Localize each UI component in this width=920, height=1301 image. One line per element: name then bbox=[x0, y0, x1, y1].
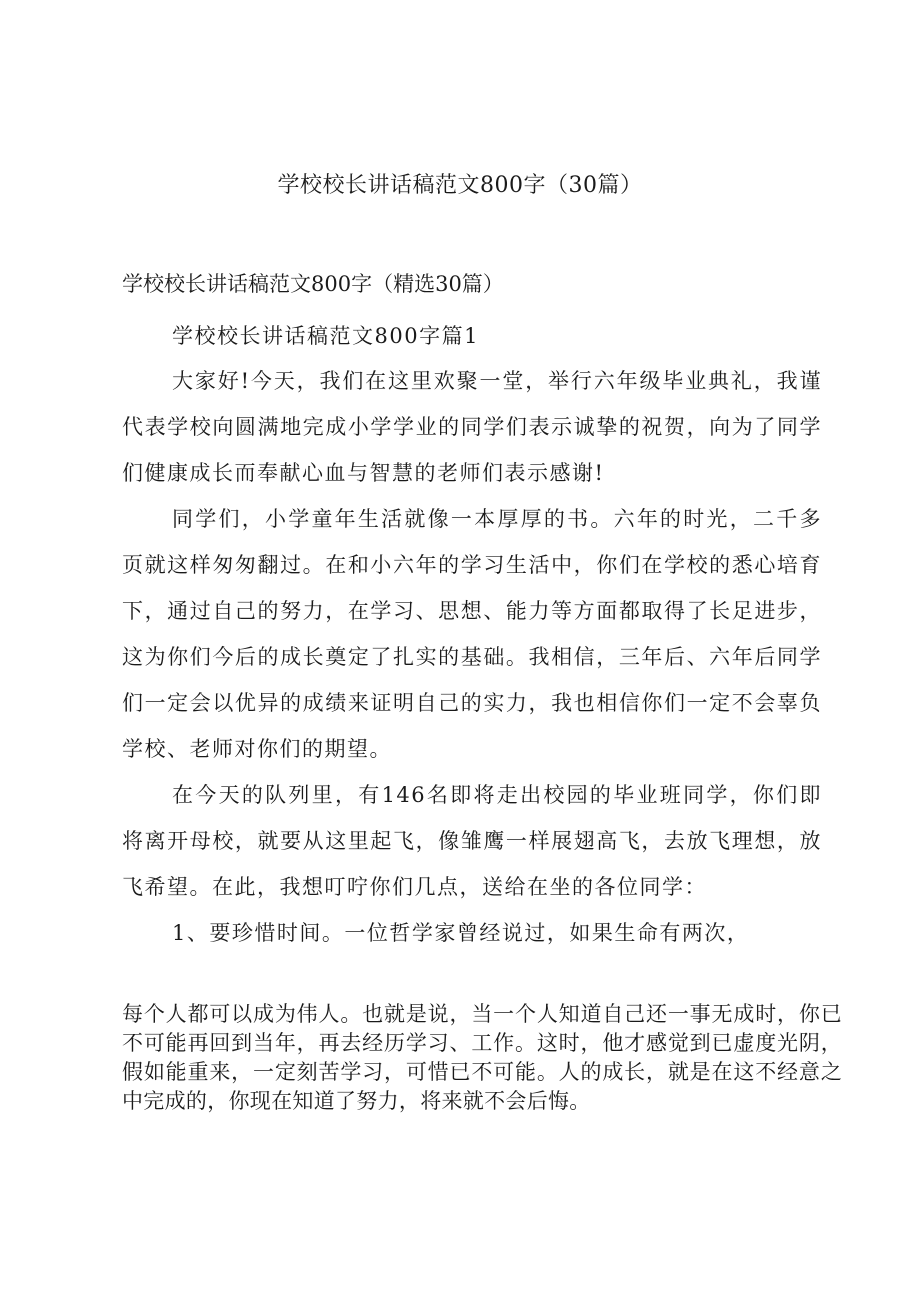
document-title: 学校校长讲话稿范文800字（30篇） bbox=[277, 173, 643, 198]
point-1-continued: 每个人都可以成为伟人。也就是说，当一个人知道自己还一事无成时，你已不可能再回到当年，再去经历学习、工作。这时，他才感觉到已虚度光阴，假如能重来，一定刻苦学习，可惜已不可能。人的成长，就是在这不经意之中完成的，你现在知道了努力，将来就不会后悔。 bbox=[122, 1002, 842, 1113]
paragraph-greeting: 大家好!今天，我们在这里欢聚一堂，举行六年级毕业典礼，我谨代表学校向圆满地完成小学学业的同学们表示诚挚的祝贺，向为了同学们健康成长而奉献心血与智慧的老师们表示感谢! bbox=[122, 369, 822, 485]
paragraph-childhood: 同学们，小学童年生活就像一本厚厚的书。六年的时光，二千多页就这样匆匆翻过。在和小六年的学习生活中，你们在学校的悉心培育下，通过自己的努力，在学习、思想、能力等方面都取得了长足进步，这为你们今后的成长奠定了扎实的基础。我相信，三年后、六年后同学们一定会以优异的成绩来证明自己的实力，我也相信你们一定不会辜负学校、老师对你们的期望。 bbox=[122, 507, 822, 761]
document-subtitle: 学校校长讲话稿范文800字（精选30篇） bbox=[122, 272, 504, 296]
document-body bbox=[122, 314, 822, 956]
section-heading: 学校校长讲话稿范文800字篇1 bbox=[172, 324, 479, 348]
paragraph-graduates: 在今天的队列里，有146名即将走出校园的毕业班同学，你们即将离开母校，就要从这里起飞，像雏鹰一样展翅高飞，去放飞理想，放飞希望。在此，我想叮咛你们几点，送给在坐的各位同学： bbox=[122, 783, 822, 899]
point-1-heading: 1、要珍惜时间。一位哲学家曾经说过，如果生命有两次， bbox=[172, 921, 750, 945]
